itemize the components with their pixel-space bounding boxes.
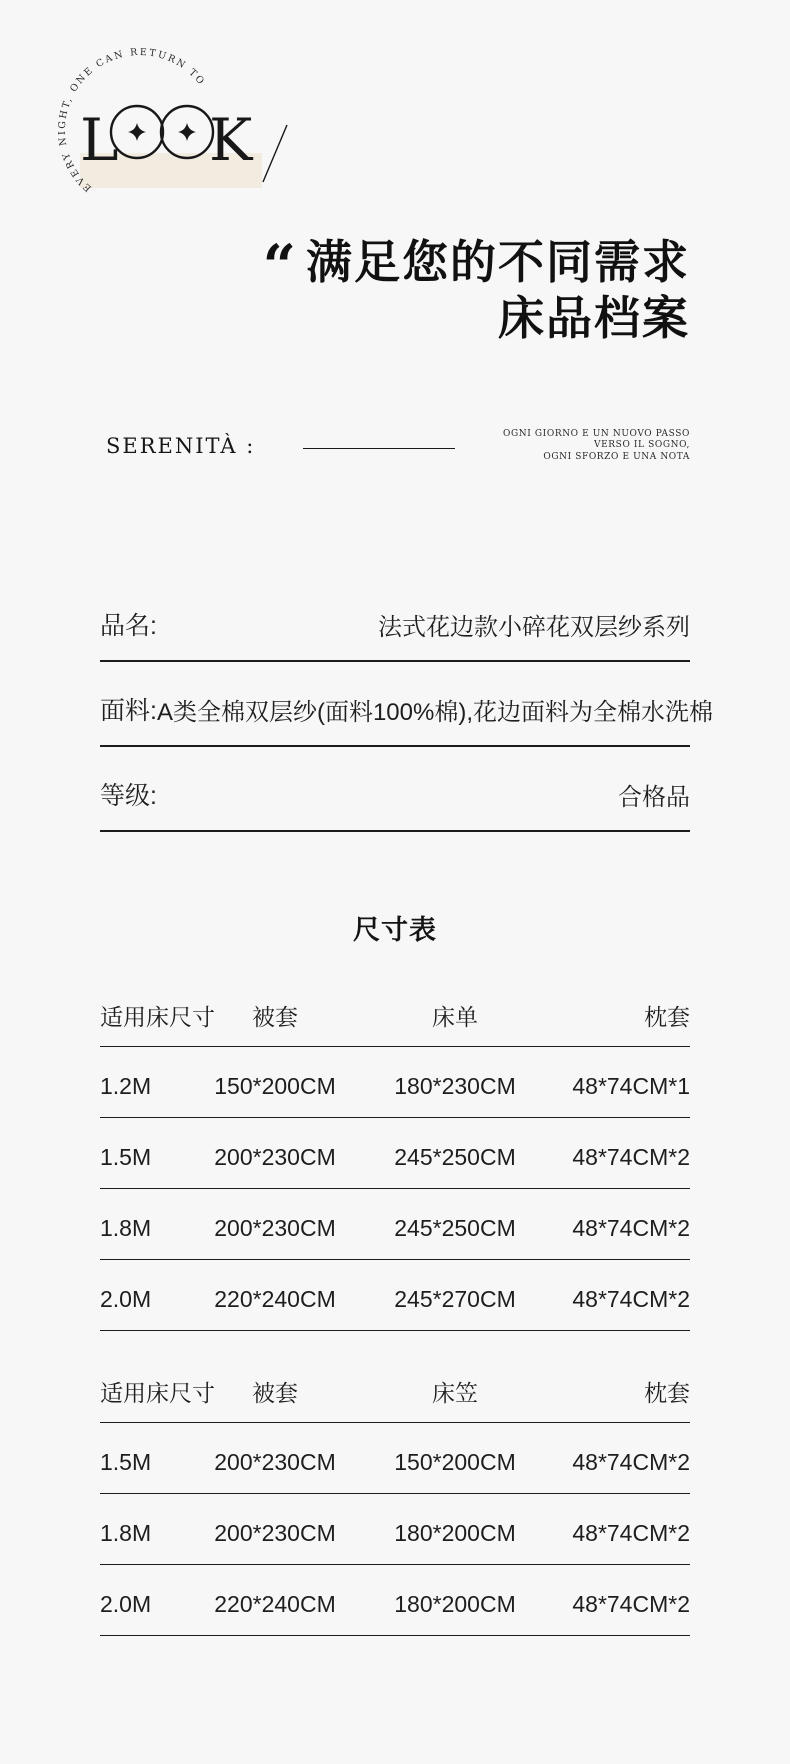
table-cell: 1.5M (100, 1144, 152, 1170)
column-header-fitted-sheet: 床笠 (432, 1380, 478, 1406)
tagline-line2: VERSO IL SOGNO, (594, 440, 690, 451)
table-cell: 48*74CM*1 (572, 1073, 690, 1099)
logo-letter-k: K (209, 106, 253, 174)
size-table-sheet (100, 985, 690, 1331)
table-row (100, 1423, 690, 1494)
size-table-fitted (100, 1361, 690, 1636)
logo-letter-l: L (80, 106, 119, 174)
table-row (100, 1047, 690, 1118)
column-header-flat-sheet: 床单 (432, 1004, 478, 1030)
table-cell: 200*230CM (214, 1144, 336, 1170)
table-row (100, 1494, 690, 1565)
slash-icon (263, 125, 287, 182)
column-header-duvet-cover: 被套 (252, 1004, 298, 1030)
table-cell: 48*74CM*2 (572, 1144, 690, 1170)
star-icon (178, 123, 196, 141)
table-cell: 245*250CM (394, 1144, 516, 1170)
brand-row (100, 420, 690, 472)
table-cell: 245*250CM (394, 1215, 516, 1241)
table-cell: 200*230CM (214, 1520, 336, 1546)
table-cell: 200*230CM (214, 1449, 336, 1475)
table-row (100, 1118, 690, 1189)
table-cell: 220*240CM (214, 1286, 336, 1312)
info-label: 等级: (100, 782, 157, 810)
table-cell: 2.0M (100, 1286, 152, 1312)
table-cell: 1.8M (100, 1215, 152, 1241)
table-row (100, 1565, 690, 1636)
divider-line (303, 448, 455, 449)
table-header-row (100, 1361, 690, 1423)
table-cell: 150*200CM (394, 1449, 516, 1475)
table-cell: 48*74CM*2 (572, 1449, 690, 1475)
table-cell: 245*270CM (394, 1286, 516, 1312)
logo-arc-text: EVERY NIGHT, ONE CAN RETURN TO (56, 46, 206, 194)
brand-name: SERENITÀ : (106, 434, 256, 458)
table-cell: 220*240CM (214, 1591, 336, 1617)
table-row (100, 1189, 690, 1260)
column-header-bed-size: 适用床尺寸 (100, 1004, 215, 1030)
table-cell: 180*200CM (394, 1591, 516, 1617)
table-cell: 48*74CM*2 (572, 1591, 690, 1617)
page-title-line2: 床品档案 (498, 291, 690, 345)
tagline-line3: OGNI SFORZO E UNA NOTA (543, 451, 690, 462)
info-label: 品名: (100, 612, 157, 640)
table-header-row (100, 985, 690, 1047)
table-cell: 1.8M (100, 1520, 152, 1546)
column-header-duvet-cover: 被套 (252, 1380, 298, 1406)
brand-logo (25, 30, 305, 235)
page-title-line1 (120, 232, 690, 300)
table-row (100, 1260, 690, 1331)
info-row-grade (100, 747, 690, 832)
table-cell: 48*74CM*2 (572, 1520, 690, 1546)
table-cell: 1.5M (100, 1449, 152, 1475)
info-row-name (100, 577, 690, 662)
quote-mark-icon: “ (262, 232, 296, 300)
table-cell: 150*200CM (214, 1073, 336, 1099)
info-value: 法式花边款小碎花双层纱系列 (378, 614, 690, 641)
column-header-pillowcase: 枕套 (644, 1380, 690, 1406)
product-info-section (100, 577, 713, 832)
info-value: A类全棉双层纱(面料100%棉),花边面料为全棉水洗棉 (156, 699, 713, 726)
info-value: 合格品 (618, 784, 690, 811)
info-row-fabric (100, 662, 713, 747)
info-label: 面料: (100, 697, 157, 725)
table-cell: 48*74CM*2 (572, 1215, 690, 1241)
tagline-line1: OGNI GIORNO E UN NUOVO PASSO (503, 428, 690, 439)
table-cell: 200*230CM (214, 1215, 336, 1241)
table-cell: 180*230CM (394, 1073, 516, 1099)
look-logo-icon (25, 30, 305, 235)
page-title-line1-text: 满足您的不同需求 (306, 235, 690, 289)
page-title (120, 234, 690, 346)
table-cell: 1.2M (100, 1073, 152, 1099)
column-header-bed-size: 适用床尺寸 (100, 1380, 215, 1406)
star-icon (128, 123, 146, 141)
size-chart-title: 尺寸表 (353, 915, 437, 945)
table-cell: 2.0M (100, 1591, 152, 1617)
column-header-pillowcase: 枕套 (644, 1004, 690, 1030)
table-cell: 48*74CM*2 (572, 1286, 690, 1312)
table-cell: 180*200CM (394, 1520, 516, 1546)
brand-tagline (503, 429, 690, 464)
